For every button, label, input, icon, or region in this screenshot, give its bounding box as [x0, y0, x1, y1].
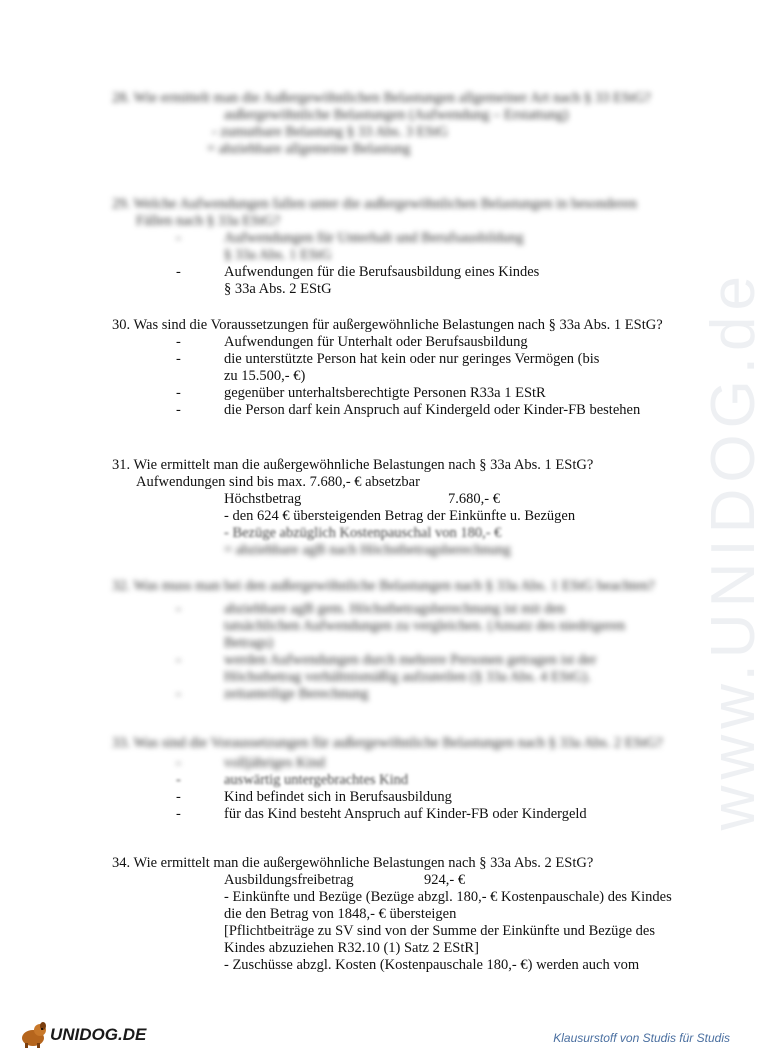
q34-amount-row — [112, 872, 672, 889]
watermark: www.UNIDOG.de — [699, 270, 768, 831]
footer-tagline: Klausurstoff von Studis für Studis — [553, 1031, 730, 1045]
q29-item-1: - Aufwendungen für Unterhalt und Berufsausbildung § 33a Abs. 1 EStG — [176, 230, 524, 263]
question-30-title: 30. Was sind die Voraussetzungen für außergewöhnliche Belastungen nach § 33a Abs. 1 EStG? — [112, 317, 663, 333]
q28-line-2: - zumutbare Belastung § 33 Abs. 3 EStG — [212, 124, 449, 140]
q31-subtitle: Aufwendungen sind bis max. 7.680,- € absetzbar — [136, 474, 420, 490]
unidog-logo[interactable] — [18, 1020, 146, 1048]
question-33 — [112, 735, 672, 823]
q30-item-2: - die unterstützte Person hat kein oder nur geringes Vermögen (bis zu 15.500,- €) — [176, 351, 600, 384]
q33-item-3: - Kind befindet sich in Berufsausbildung — [176, 789, 452, 805]
question-34-title: 34. Wie ermittelt man die außergewöhnliche Belastungen nach § 33a Abs. 2 EStG? — [112, 855, 594, 871]
q33-item-1: - volljähriges Kind — [176, 755, 326, 771]
question-31-title: 31. Wie ermittelt man die außergewöhnliche Belastungen nach § 33a Abs. 1 EStG? — [112, 457, 594, 473]
question-33-title: 33. Was sind die Voraussetzungen für außergewöhnliche Belastungen nach § 33a Abs. 2 EStG? — [112, 735, 663, 751]
question-29-title: 29. Welche Aufwendungen fallen unter die außergewöhnlichen Belastungen in besonderen Fällen nach § 33a EStG? — [112, 196, 637, 229]
q32-item-3: - zeitanteilige Berechnung — [176, 686, 369, 702]
q32-item-1: - abziehbare agB gem. Höchstbetragsberechnung ist mit den tatsächlichen Aufwendungen zu vergleichen. (Ansatz des niedrigeren Betrags) — [176, 601, 626, 651]
q33-item-2: - auswärtig untergebrachtes Kind — [176, 772, 409, 788]
q31-line-3: = abziehbare agB nach Höchstbetragsberechnung — [224, 542, 511, 558]
question-32 — [112, 578, 672, 703]
question-30 — [112, 317, 672, 419]
q34-line-3: - Zuschüsse abzgl. Kosten (Kostenpauschale 180,- €) werden auch vom — [224, 957, 640, 973]
q33-item-4: - für das Kind besteht Anspruch auf Kinder-FB oder Kindergeld — [176, 806, 587, 822]
q31-line-2: - Bezüge abzüglich Kostenpauschal von 180,- € — [224, 525, 502, 541]
q34-line-2: [Pflichtbeiträge zu SV sind von der Summe der Einkünfte und Bezüge des Kindes abzuziehen R32.10 (1) Satz 2 EStR] — [224, 923, 656, 956]
q31-max-label: Höchstbetrag — [224, 491, 302, 507]
question-28-title: 28. Wie ermittelt man die Außergewöhnlichen Belastungen allgemeiner Art nach § 33 EStG? — [112, 90, 651, 106]
q30-item-1: - Aufwendungen für Unterhalt oder Berufsausbildung — [176, 334, 528, 350]
question-34 — [112, 855, 672, 974]
q30-item-3: - gegenüber unterhaltsberechtigte Personen R33a 1 EStR — [176, 385, 546, 401]
q29-item-2: - Aufwendungen für die Berufsausbildung eines Kindes § 33a Abs. 2 EStG — [176, 264, 540, 297]
q34-amount-value: 924,- € — [424, 872, 466, 888]
logo-text: UNIDOG.DE — [50, 1024, 147, 1044]
q34-amount-label: Ausbildungsfreibetrag — [224, 872, 354, 888]
q28-line-3: = abziehbare allgemeine Belastung — [207, 141, 411, 157]
question-29 — [112, 196, 672, 298]
q31-max-value: 7.680,- € — [448, 491, 500, 507]
q31-line-1: - den 624 € übersteigenden Betrag der Einkünfte u. Bezügen — [224, 508, 576, 524]
q34-line-1: - Einkünfte und Bezüge (Bezüge abzgl. 180,- € Kostenpauschale) des Kindes die den Betrag von 1848,- € übersteigen — [224, 889, 672, 922]
question-31 — [112, 457, 672, 559]
q30-item-4: - die Person darf kein Anspruch auf Kindergeld oder Kinder-FB bestehen — [176, 402, 641, 418]
question-28 — [112, 90, 672, 158]
question-32-title: 32. Was muss man bei den außergewöhnliche Belastungen nach § 33a Abs. 1 EStG beachten? — [112, 578, 655, 594]
q32-item-2: - werden Aufwendungen durch mehrere Personen getragen ist der Höchstbetrag verhältnismäßig aufzuteilen (§ 33a Abs. 4 EStG). — [176, 652, 597, 685]
dog-icon — [18, 1020, 48, 1048]
q28-line-1: außergewöhnliche Belastungen (Aufwendung – Erstattung) — [224, 107, 569, 123]
q31-max-row — [112, 491, 672, 508]
